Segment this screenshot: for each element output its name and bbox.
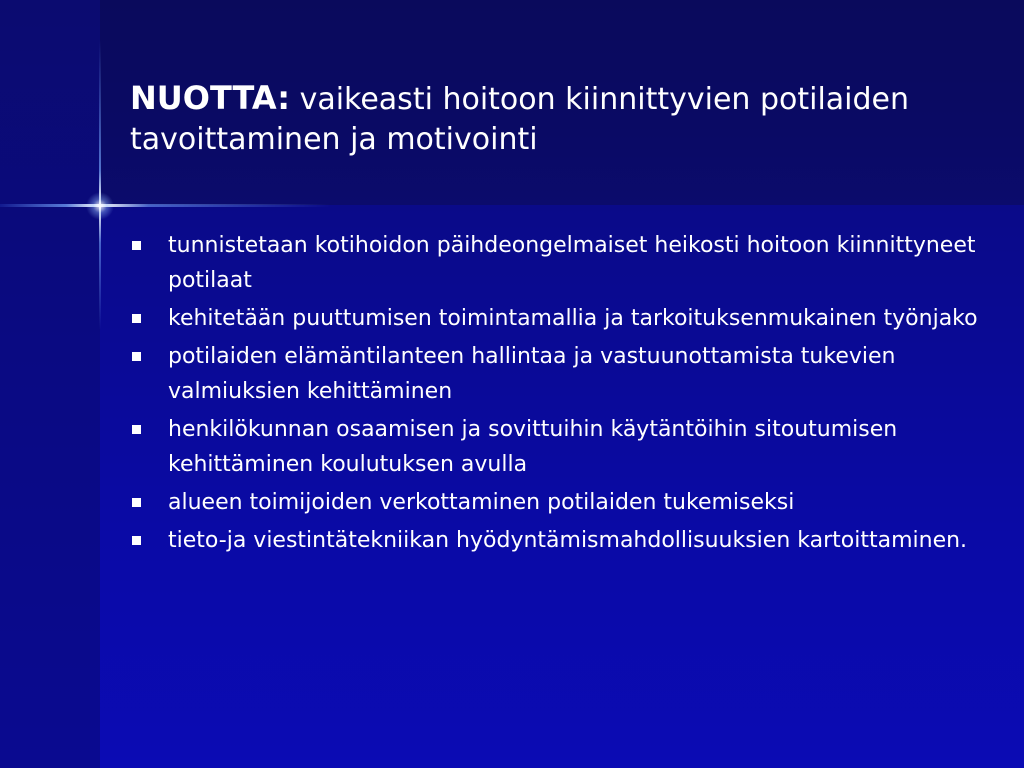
square-bullet-icon — [132, 314, 141, 323]
left-background-band — [0, 0, 100, 768]
bullet-text: tieto-ja viestintätekniikan hyödyntämismahdollisuuksien kartoittaminen. — [168, 528, 968, 553]
sparkle-vertical-line — [99, 40, 101, 330]
bullet-list — [128, 228, 978, 561]
slide-title-bold: NUOTTA: — [130, 79, 291, 117]
slide-title-rest: vaikeasti hoitoon kiinnittyvien potilaiden tavoittaminen ja motivointi — [130, 82, 910, 157]
sparkle-star-icon — [86, 192, 114, 220]
bullet-text: potilaiden elämäntilanteen hallintaa ja vastuunottamista tukevien valmiuksien kehittäminen — [168, 344, 896, 404]
square-bullet-icon — [132, 425, 141, 434]
bullet-item — [128, 339, 978, 409]
bullet-item — [128, 228, 978, 298]
bullet-item — [128, 485, 978, 520]
square-bullet-icon — [132, 536, 141, 545]
bullet-text: alueen toimijoiden verkottaminen potilaiden tukemiseksi — [168, 490, 795, 515]
bullet-item — [128, 412, 978, 482]
bullet-item — [128, 523, 978, 558]
square-bullet-icon — [132, 498, 141, 507]
bullet-text: kehitetään puuttumisen toimintamallia ja tarkoituksenmukainen työnjako — [168, 306, 978, 331]
bullet-text: henkilökunnan osaamisen ja sovittuihin käytäntöihin sitoutumisen kehittäminen koulutuksen avulla — [168, 417, 898, 477]
bullet-text: tunnistetaan kotihoidon päihdeongelmaiset heikosti hoitoon kiinnittyneet potilaat — [168, 233, 976, 293]
bullet-item — [128, 301, 978, 336]
slide-title — [130, 78, 990, 160]
square-bullet-icon — [132, 241, 141, 250]
square-bullet-icon — [132, 352, 141, 361]
sparkle-horizontal-line — [0, 204, 330, 207]
